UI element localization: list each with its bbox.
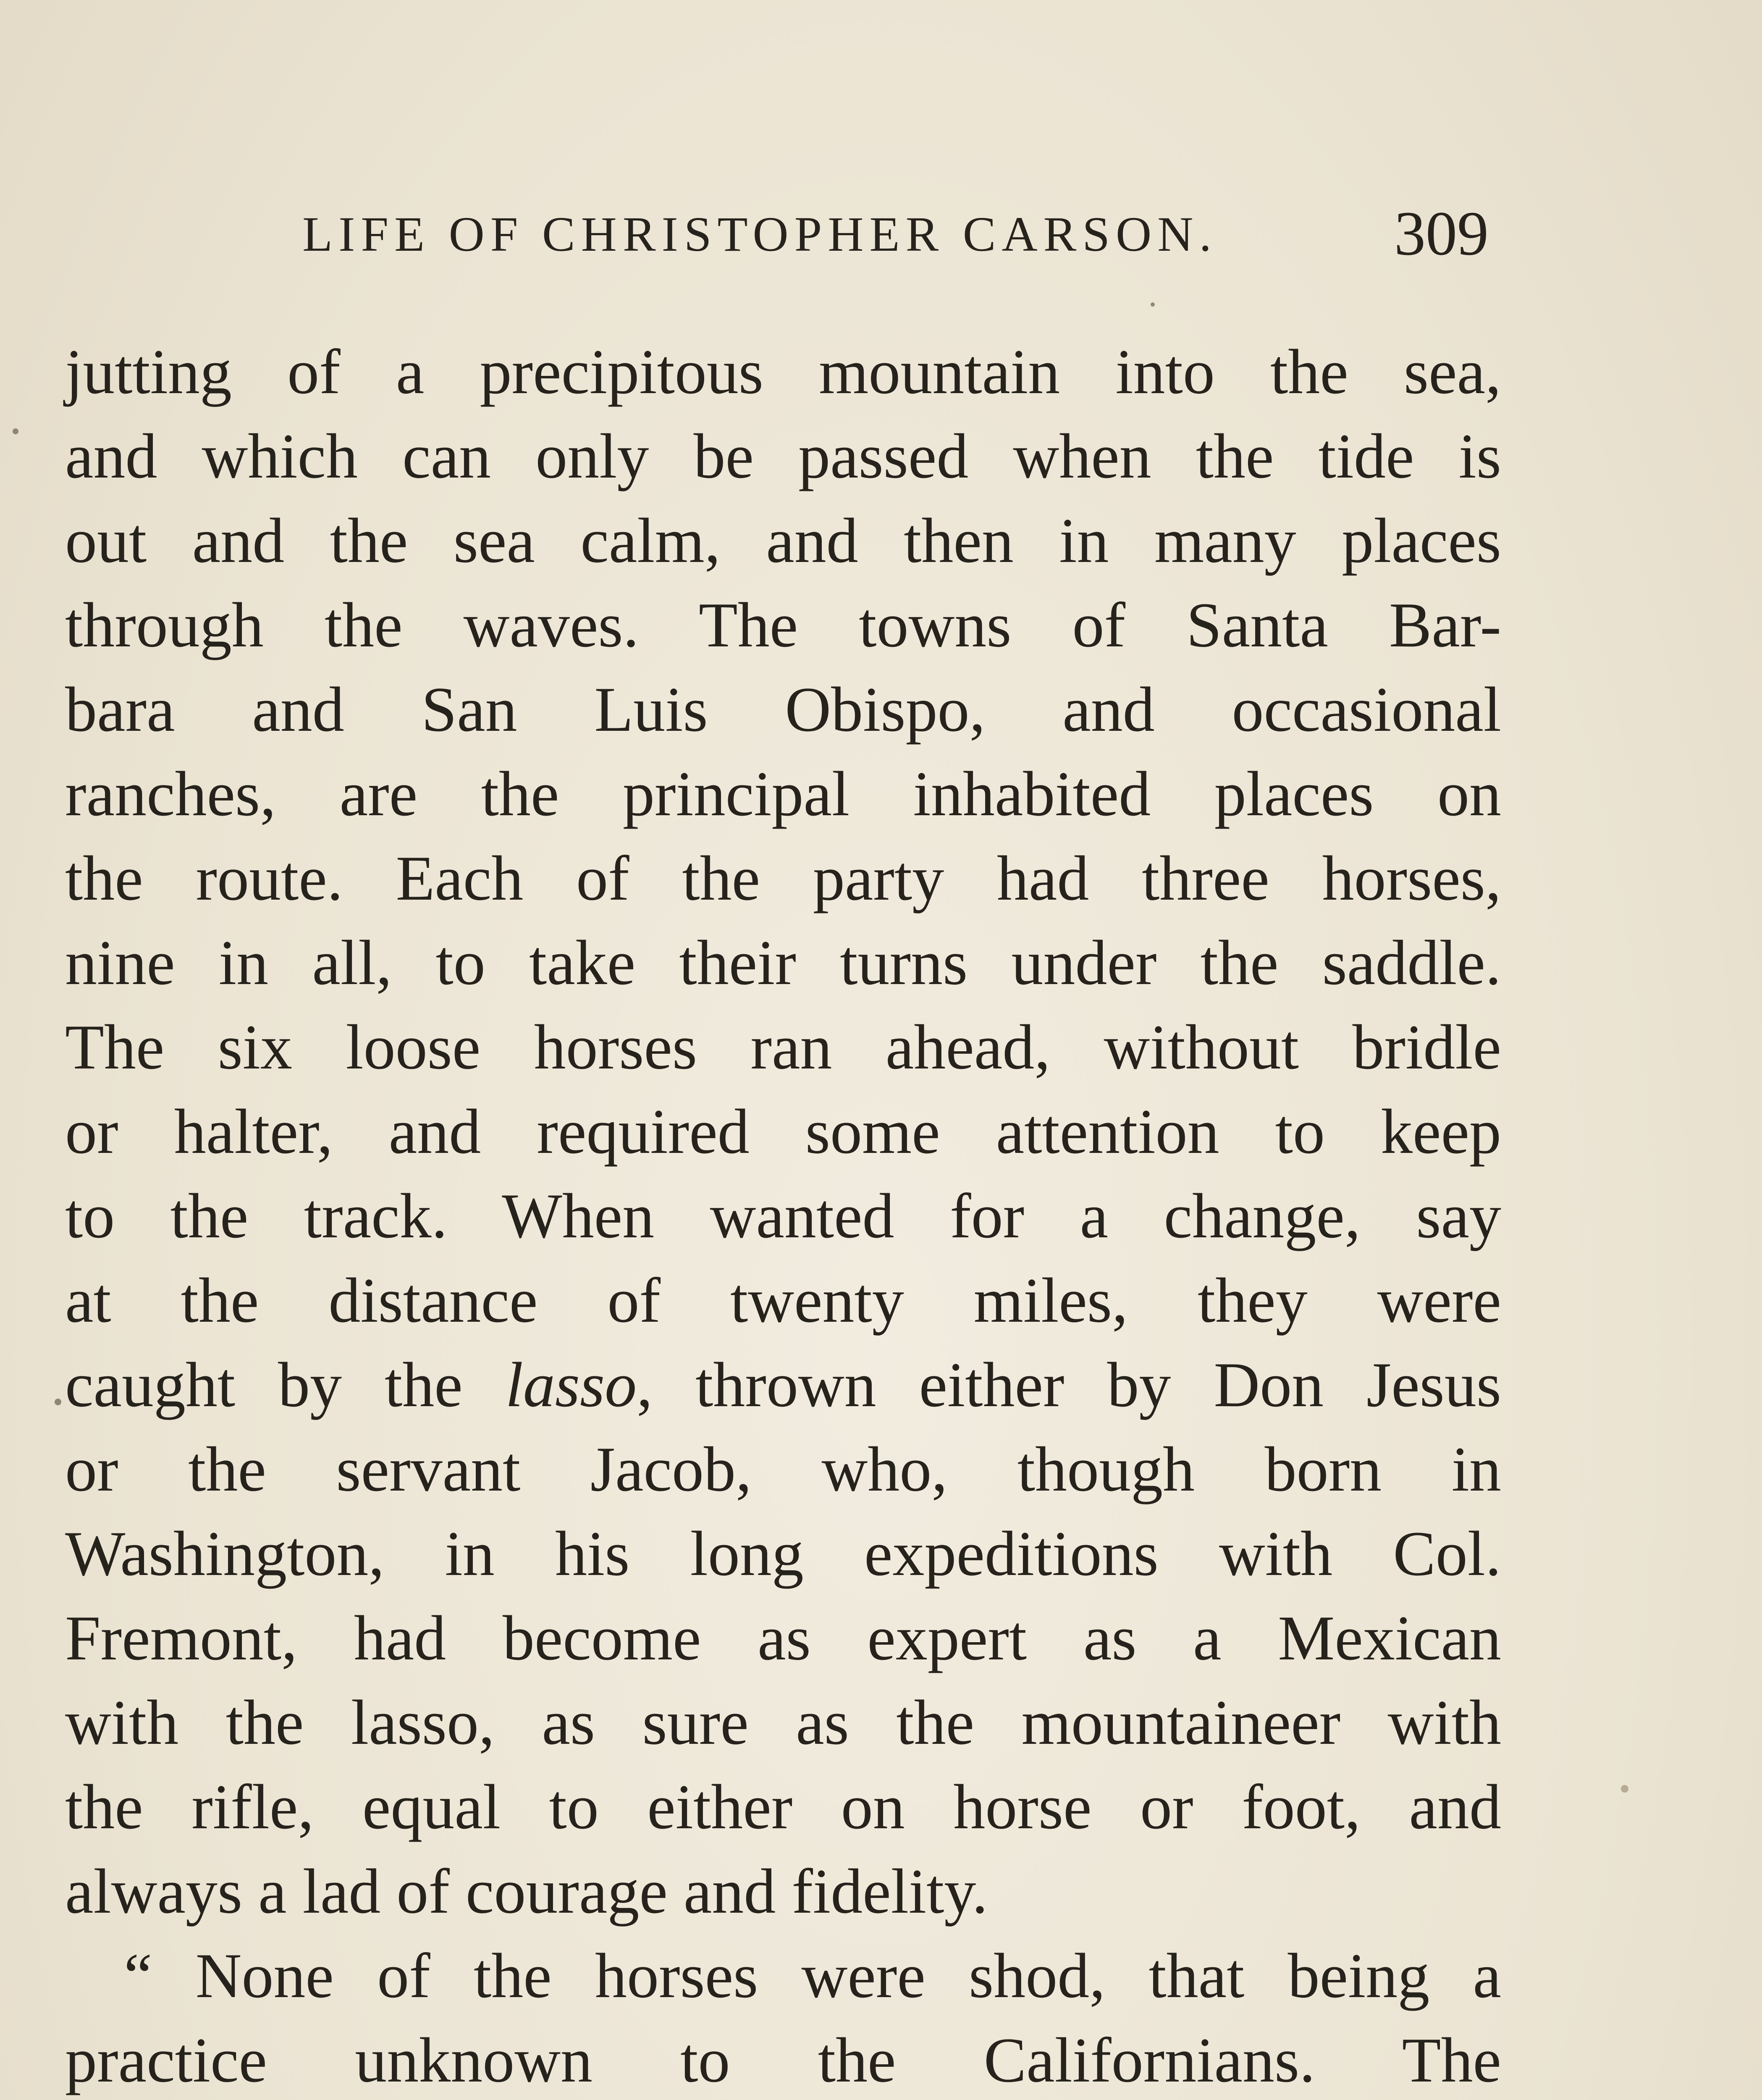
text-segment: , thrown either by Don Jesus: [637, 1349, 1501, 1420]
italic-word: lasso: [505, 1349, 637, 1420]
text-line: through the waves. The towns of Santa Bar-: [65, 590, 1501, 660]
text-line: to the track. When wanted for a change, say: [65, 1181, 1501, 1251]
text-line: practice unknown to the Californians. The: [65, 2025, 1501, 2095]
text-line: the route. Each of the party had three horses,: [65, 843, 1501, 914]
text-line: Fremont, had become as expert as a Mexican: [65, 1603, 1501, 1673]
body-text: [65, 330, 1501, 2100]
running-title: LIFE OF CHRISTOPHER CARSON.: [302, 207, 1217, 262]
text-line: bara and San Luis Obispo, and occasional: [65, 674, 1501, 745]
paper-speck: [1621, 1785, 1628, 1793]
text-line: Washington, in his long expeditions with Col.: [65, 1518, 1501, 1589]
text-line: jutting of a precipitous mountain into the sea,: [65, 336, 1501, 407]
text-line: and which can only be passed when the tide is: [65, 421, 1501, 491]
text-line: or halter, and required some attention to keep: [65, 1096, 1501, 1167]
paper-speck: [55, 1399, 61, 1405]
paragraph-end-line: always a lad of courage and fidelity.: [65, 1856, 988, 1927]
running-head: [0, 197, 1762, 281]
text-line-with-italic: [65, 1343, 1501, 1427]
text-line: the rifle, equal to either on horse or foot, and: [65, 1772, 1501, 1842]
text-line: The six loose horses ran ahead, without bridle: [65, 1012, 1501, 1082]
text-line: out and the sea calm, and then in many places: [65, 505, 1501, 576]
text-line: nine in all, to take their turns under the saddle.: [65, 927, 1501, 998]
text-line: or the servant Jacob, who, though born in: [65, 1434, 1501, 1504]
text-line: ranches, are the principal inhabited places on: [65, 759, 1501, 829]
text-line: with the lasso, as sure as the mountaineer with: [65, 1687, 1501, 1758]
text-line: at the distance of twenty miles, they were: [65, 1265, 1501, 1336]
paragraph-start-line: “ None of the horses were shod, that being a: [124, 1940, 1501, 2011]
page-number: 309: [1394, 199, 1489, 268]
paper-speck: [13, 428, 18, 434]
text-segment: caught by the: [65, 1349, 506, 1420]
paper-speck: [1151, 302, 1155, 307]
